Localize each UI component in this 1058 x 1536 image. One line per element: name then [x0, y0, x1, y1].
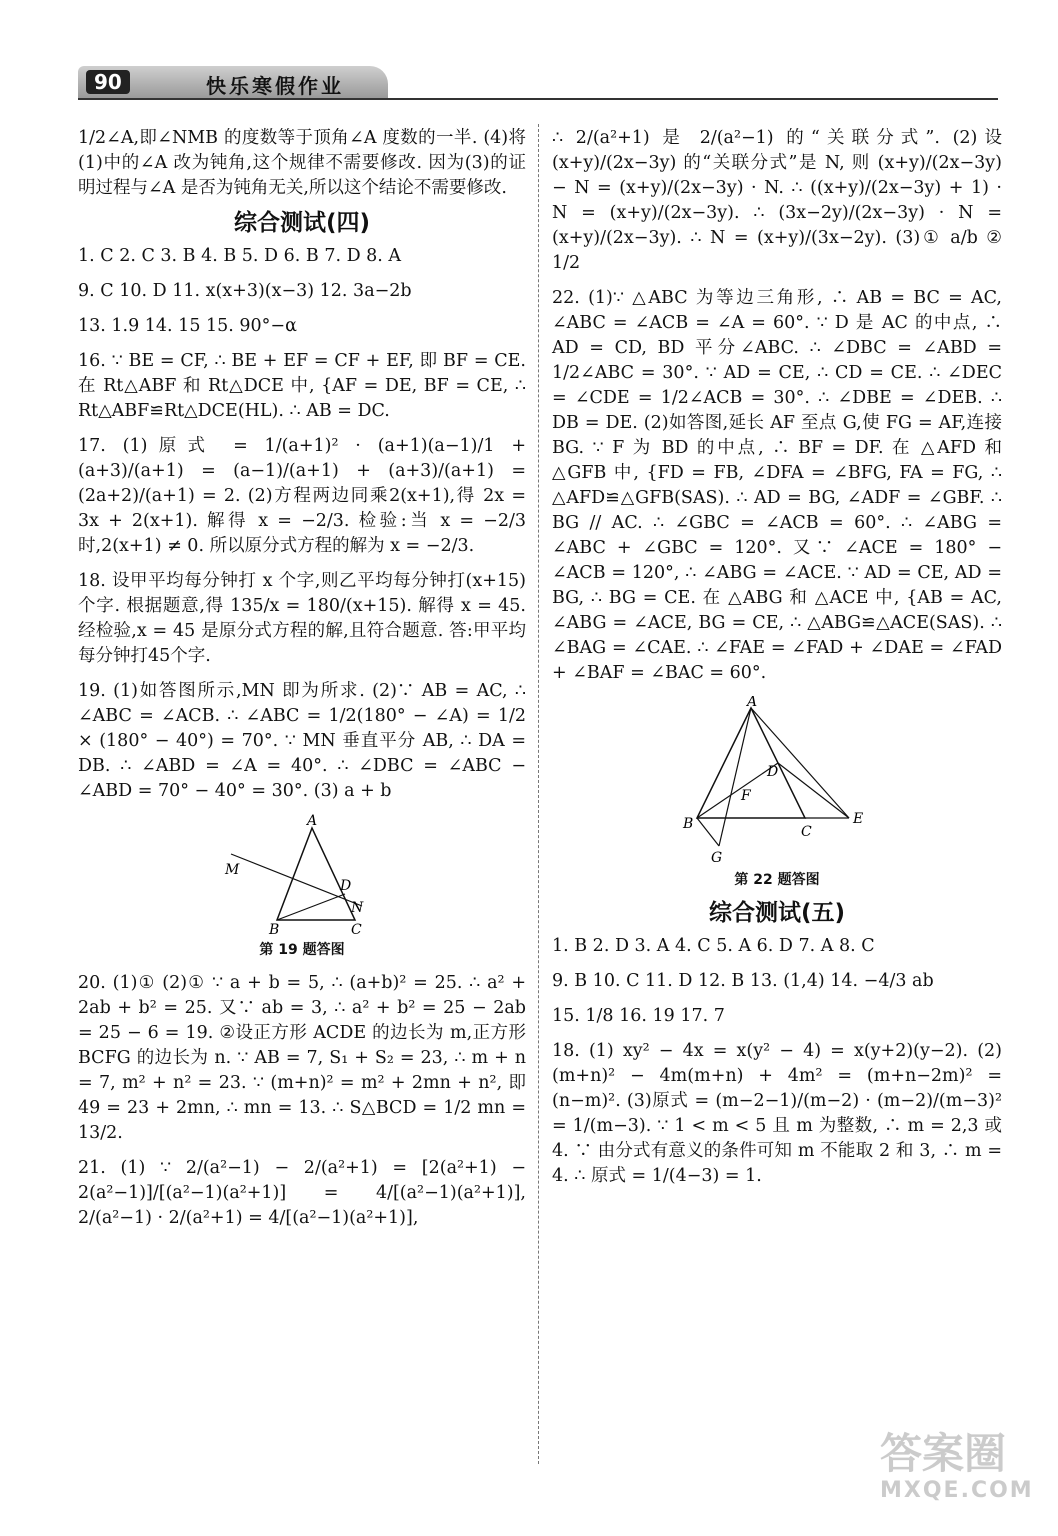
right-column: [552, 126, 1002, 1199]
answer-18-test5: 18. (1) xy² − 4x = x(y² − 4) = x(y+2)(y−2). (2) (m+n)² − 4m(m+n) + 4m² = (m+n−2m)² = (n−m)². (3)原式 = (m−2−1)/(m−2) · (m−2)/(m−3)² = 1/(m−3). ∵ 1 < m < 5 且 m 为整数, ∴ m = 2,3 或 4. ∵ 由分式有意义的条件可知 m 不能取 2 和 3, ∴ m = 4. ∴ 原式 = 1/(4−3) = 1.: [552, 1041, 1002, 1186]
page-number: 90: [86, 70, 130, 94]
label-f: F: [741, 788, 751, 804]
label-c: C: [351, 922, 362, 936]
segment-ae: [751, 708, 849, 818]
figure-19: [217, 814, 387, 936]
triangle-abc: [697, 708, 805, 818]
left-column: [78, 126, 526, 1241]
label-e: E: [853, 811, 864, 827]
answer-20: 20. (1)① (2)① ∵ a + b = 5, ∴ (a+b)² = 25. ∴ a² + 2ab + b² = 25. 又∵ ab = 3, ∴ a² + b² = 25 − 2ab = 25 − 6 = 19. ②设正方形 ACDE 的边长为 m,正方形 BCFG 的边长为 n. ∵ AB = 7, S₁ + S₂ = 23, ∴ m + n = 7, m² + n² = 23. ∵ (m+n)² = m² + 2mn + n², 即 49 = 23 + 2mn, ∴ mn = 13. ∴ S△BCD = 1/2 mn = 13/2.: [78, 973, 526, 1143]
label-b: B: [683, 816, 694, 832]
label-a: A: [747, 696, 758, 710]
column-divider: [538, 124, 539, 1464]
answer-17: 17. (1)原式 = 1/(a+1)² · (a+1)(a−1)/1 + (a+3)/(a+1) = (a−1)/(a+1) + (a+3)/(a+1) = (2a+2)/(a+1) = 2. (2)方程两边同乘2(x+1),得 2x = 3x + 2(x+1). 解得 x = −2/3. 检验:当 x = −2/3 时,2(x+1) ≠ 0. 所以原分式方程的解为 x = −2/3.: [78, 436, 526, 556]
answer-21-continued: ∴ 2/(a²+1) 是 2/(a²−1) 的“关联分式”. (2)设 (x+y)/(2x−3y) 的“关联分式”是 N, 则 (x+y)/(2x−3y) − N = (x+y)/(2x−3y) · N. ∴ ((x+y)/(2x−3y) + 1) · N = (x+y)/(2x−3y). ∴ (3x−2y)/(2x−3y) · N = (x+y)/(2x−3y). ∴ N = (x+y)/(3x−2y). (3)① a/b ② 1/2: [552, 128, 1002, 273]
segment-de: [778, 763, 849, 818]
header-rule: [78, 98, 998, 100]
answer-line: 1. C 2. C 3. B 4. B 5. D 6. B 7. D 8. A: [78, 246, 402, 266]
answer-line: 9. B 10. C 11. D 12. B 13. (1,4) 14. −4/3 ab: [552, 971, 934, 991]
page-header: [78, 66, 998, 100]
answer-continuation: 1/2∠A,即∠NMB 的度数等于顶角∠A 度数的一半. (4)将(1)中的∠A 改为钝角,这个规律不需要修改. 因为(3)的证明过程与∠A 是否为钝角无关,所以这个结论不需要修改.: [78, 128, 526, 198]
answer-line: 9. C 10. D 11. x(x+3)(x−3) 12. 3a−2b: [78, 281, 412, 301]
answer-line: 13. 1.9 14. 15 15. 90°−α: [78, 316, 297, 336]
answer-line: 1. B 2. D 3. A 4. C 5. A 6. D 7. A 8. C: [552, 936, 875, 956]
answer-16: 16. ∵ BE = CF, ∴ BE + EF = CF + EF, 即 BF = CE. 在 Rt△ABF 和 Rt△DCE 中, {AF = DE, BF = CE, ∴ Rt△ABF≌Rt△DCE(HL). ∴ AB = DC.: [78, 351, 526, 421]
label-a: A: [307, 814, 318, 829]
figure-22: [677, 696, 877, 866]
answer-22: 22. (1)∵ △ABC 为等边三角形, ∴ AB = BC = AC, ∠ABC = ∠ACB = ∠A = 60°. ∵ D 是 AC 的中点, ∴ AD = CD, BD 平分∠ABC. ∴ ∠DBC = ∠ABD = 1/2∠ABC = 30°. ∵ AD = CE, ∴ CD = CE. ∴ ∠DEC = ∠CDE = 1/2∠ACB = 30°. ∴ ∠DBE = ∠DEB. ∴ DB = DE. (2)如答图,延长 AF 至点 G,使 FG = AF,连接 BG. ∵ F 为 BD 的中点, ∴ BF = DF. 在 △AFD 和 △GFB 中, {FD = FB, ∠DFA = ∠BFG, FA = FG, ∴ △AFD≌△GFB(SAS). ∴ AD = BG, ∠ADF = ∠GBF. ∴ BG // AC. ∴ ∠GBC = ∠ACB = 60°. ∴ ∠ABG = ∠ABC + ∠GBC = 120°. 又∵ ∠ACE = 180° − ∠ACB = 120°, ∴ ∠ABG = ∠ACE. ∵ AD = CE, AD = BG, ∴ BG = CE. 在 △ABG 和 △ACE 中, {AB = AC, ∠ABG = ∠ACE, BG = CE, ∴ △ABG≌△ACE(SAS). ∴ ∠BAG = ∠CAE. ∴ ∠FAE = ∠FAD + ∠DAE = ∠FAD + ∠BAF = ∠BAC = 60°.: [552, 288, 1002, 683]
segment-ag: [719, 708, 751, 846]
segment-bd: [697, 763, 778, 818]
watermark-logo-text: 答案圈: [880, 1429, 1007, 1478]
answer-19: 19. (1)如答图所示,MN 即为所求. (2)∵ AB = AC, ∴ ∠ABC = ∠ACB. ∴ ∠ABC = 1/2(180° − ∠A) = 1/2 × (180° − 40°) = 70°. ∵ MN 垂直平分 AB, ∴ DA = DB. ∴ ∠ABD = ∠A = 40°. ∴ ∠DBC = ∠ABC − ∠ABD = 70° − 40° = 30°. (3) a + b: [78, 681, 526, 801]
section-title-test5: 综合测试(五): [708, 900, 846, 926]
segment-bd: [277, 894, 345, 920]
figure-19-caption: 第 19 题答图: [259, 942, 345, 958]
answer-18: 18. 设甲平均每分钟打 x 个字,则乙平均每分钟打(x+15)个字. 根据题意,得 135/x = 180/(x+15). 解得 x = 45. 经检验,x = 45 是原分式方程的解,且符合题意. 答:甲平均每分钟打45个字.: [78, 571, 526, 666]
label-n: N: [351, 900, 364, 916]
section-title-test4: 综合测试(四): [233, 210, 371, 236]
book-title: 快乐寒假作业: [206, 74, 344, 98]
label-m: M: [225, 862, 240, 878]
label-c: C: [801, 824, 812, 840]
watermark: [880, 1429, 1034, 1520]
watermark-url: MXQE.COM: [880, 1478, 1034, 1503]
label-b: B: [269, 922, 280, 936]
label-d: D: [340, 878, 352, 894]
figure-22-caption: 第 22 题答图: [734, 872, 820, 888]
answer-21: 21. (1) ∵ 2/(a²−1) − 2/(a²+1) = [2(a²+1) − 2(a²−1)]/[(a²−1)(a²+1)] = 4/[(a²−1)(a²+1)], 2/(a²−1) · 2/(a²+1) = 4/[(a²−1)(a²+1)],: [78, 1158, 526, 1228]
segment-bg: [697, 818, 719, 846]
label-d: D: [767, 764, 779, 780]
triangle-abc: [277, 828, 355, 920]
label-g: G: [711, 850, 723, 866]
answer-line: 15. 1/8 16. 19 17. 7: [552, 1006, 725, 1026]
